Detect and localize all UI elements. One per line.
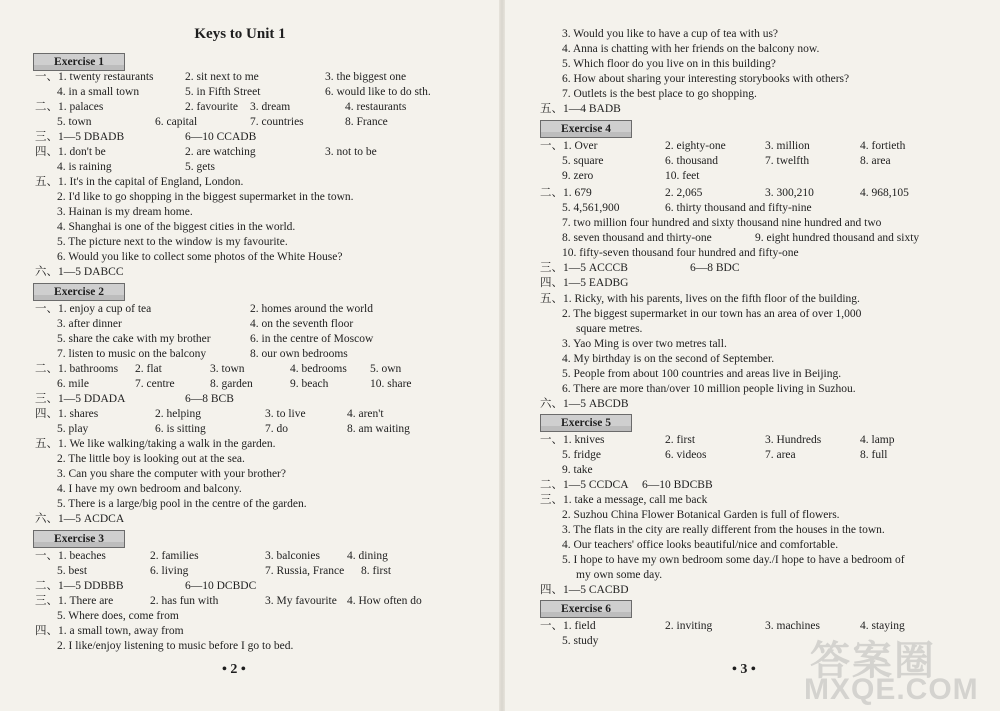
answer-text: 8. our own bedrooms <box>250 348 348 360</box>
answer-text: 5. Which floor do you live on in this building? <box>562 58 776 70</box>
answer-text: 一、1. twenty restaurants <box>35 71 154 83</box>
answer-text: 5. Where does, come from <box>57 610 179 622</box>
exercise-heading: Exercise 4 <box>540 120 632 138</box>
answer-text: 8. garden <box>210 378 253 390</box>
answer-text: 5. in Fifth Street <box>185 86 261 98</box>
answer-text: 2. 2,065 <box>665 187 703 199</box>
answer-text: 六、1—5 ACDCA <box>35 513 125 525</box>
watermark-logo <box>804 629 994 707</box>
answer-text: 6. is sitting <box>155 423 206 435</box>
answer-text: 3. Hainan is my dream home. <box>57 206 193 218</box>
answer-text: 4. on the seventh floor <box>250 318 354 330</box>
answer-text: 7. listen to music on the balcony <box>57 348 207 360</box>
answer-text: 5. share the cake with my brother <box>57 333 211 345</box>
answer-text: 5. study <box>562 635 599 647</box>
answer-text: 7. twelfth <box>765 155 810 167</box>
answer-text: 2. I like/enjoy listening to music before I go to bed. <box>57 640 294 652</box>
answer-text: 4. I have my own bedroom and balcony. <box>57 483 242 495</box>
answer-text: 8. am waiting <box>347 423 410 435</box>
answer-text: 9. beach <box>290 378 329 390</box>
answer-text: 二、1. bathrooms <box>35 363 119 375</box>
answer-text: 3. Hundreds <box>765 434 822 446</box>
answer-text: 4. How often do <box>347 595 422 607</box>
answer-text: 5. People from about 100 countries and areas live in Beijing. <box>562 368 842 380</box>
answer-text: 7. Outlets is the best place to go shopping. <box>562 88 757 100</box>
answer-text: 2. families <box>150 550 199 562</box>
answer-text: 3. dream <box>250 101 291 113</box>
answer-text: 二、1—5 CCDCA <box>540 479 629 491</box>
answer-text: 2. favourite <box>185 101 239 113</box>
answer-text: 2. sit next to me <box>185 71 259 83</box>
answer-text: 3. town <box>210 363 245 375</box>
watermark-text-en: MXQE.COM <box>804 673 979 706</box>
answer-text: 2. first <box>665 434 696 446</box>
answer-text: 9. take <box>562 464 593 476</box>
answer-text: 3. after dinner <box>57 318 122 330</box>
answer-text: 2. The little boy is looking out at the sea. <box>57 453 245 465</box>
answer-text: 10. share <box>370 378 412 390</box>
answer-text: 三、1—5 DDADA <box>35 393 126 405</box>
answer-text: 5. 4,561,900 <box>562 202 620 214</box>
answer-text: 6. mile <box>57 378 89 390</box>
answer-text: 4. restaurants <box>345 101 407 113</box>
page-number-left: • 2 • <box>222 662 246 677</box>
answer-text: 4. Anna is chatting with her friends on the balcony now. <box>562 43 820 55</box>
answer-text: 三、1—5 ACCCB <box>540 262 628 274</box>
answer-text: 5. fridge <box>562 449 601 461</box>
answer-text: 6. videos <box>665 449 707 461</box>
answer-text: 2. Suzhou China Flower Botanical Garden is full of flowers. <box>562 509 840 521</box>
answer-text: 2. inviting <box>665 620 713 632</box>
answer-text: 四、1. shares <box>35 408 99 420</box>
answer-text: 3. The flats in the city are really different from the houses in the town. <box>562 524 885 536</box>
answer-text: 三、1. take a message, call me back <box>540 494 708 506</box>
answer-text: 3. balconies <box>265 550 320 562</box>
answer-text: 三、1. There are <box>35 595 114 607</box>
answer-text: 2. are watching <box>185 146 256 158</box>
exercise-heading: Exercise 1 <box>33 53 125 71</box>
exercise-heading: Exercise 2 <box>33 283 125 301</box>
answer-text: 2. eighty-one <box>665 140 726 152</box>
answer-text: 8. France <box>345 116 388 128</box>
answer-text: 3. 300,210 <box>765 187 814 199</box>
watermark-text-zh: 答案圈 <box>810 638 936 683</box>
answer-text: 9. zero <box>562 170 594 182</box>
answer-text: 四、1. don't be <box>35 146 106 158</box>
answer-text: 3. not to be <box>325 146 377 158</box>
answer-text: 2. I'd like to go shopping in the biggest supermarket in the town. <box>57 191 354 203</box>
answer-text: 3. to live <box>265 408 306 420</box>
answer-text: 5. gets <box>185 161 216 173</box>
answer-text: 3. million <box>765 140 810 152</box>
answer-text: 一、1. beaches <box>35 550 106 562</box>
answer-text: 6. would like to do sth. <box>325 86 431 98</box>
answer-text: 3. Yao Ming is over two metres tall. <box>562 338 727 350</box>
answer-text: 8. first <box>361 565 392 577</box>
answer-text: 7. two million four hundred and sixty thousand nine hundred and two <box>562 217 882 229</box>
answer-text: 7. centre <box>135 378 175 390</box>
answer-text: 二、1. palaces <box>35 101 104 113</box>
answer-text: 2. homes around the world <box>250 303 373 315</box>
answer-text: 6—8 BCB <box>185 393 234 405</box>
answer-text: 一、1. knives <box>540 434 605 446</box>
answer-text: 6—10 CCADB <box>185 131 257 143</box>
answer-text: 2. helping <box>155 408 201 420</box>
answer-text: 7. area <box>765 449 796 461</box>
answer-text: 5. There is a large/big pool in the centre of the garden. <box>57 498 307 510</box>
answer-text: 9. eight hundred thousand and sixty <box>755 232 920 244</box>
answer-text: 4. dining <box>347 550 388 562</box>
answer-text: 四、1. a small town, away from <box>35 625 184 637</box>
answer-text: 8. area <box>860 155 891 167</box>
answer-text: 4. Our teachers' office looks beautiful/nice and comfortable. <box>562 539 839 551</box>
answer-text: 5. own <box>370 363 402 375</box>
answer-text: 8. full <box>860 449 888 461</box>
answer-text: 6. How about sharing your interesting storybooks with others? <box>562 73 850 85</box>
answer-text: 一、1. field <box>540 620 596 632</box>
answer-text: 2. The biggest supermarket in our town has an area of over 1,000 <box>562 308 862 320</box>
answer-text: 六、1—5 DABCC <box>35 266 124 278</box>
answer-text: 3. Can you share the computer with your brother? <box>57 468 286 480</box>
answer-text: 2. flat <box>135 363 162 375</box>
answer-text: 6. Would you like to collect some photos of the White House? <box>57 251 343 263</box>
exercise-heading: Exercise 5 <box>540 414 632 432</box>
answer-text: 8. seven thousand and thirty-one <box>562 232 712 244</box>
answer-text: 4. staying <box>860 620 905 632</box>
answer-text: 10. fifty-seven thousand four hundred and fifty-one <box>562 247 799 259</box>
answer-text: 三、1—5 DBADB <box>35 131 125 143</box>
answer-text: 6. thousand <box>665 155 719 167</box>
answer-text: 二、1. 679 <box>540 187 592 199</box>
answer-text: 4. is raining <box>57 161 112 173</box>
answer-text: 6. capital <box>155 116 198 128</box>
answer-text: 6—10 BDCBB <box>642 479 713 491</box>
answer-text: 5. I hope to have my own bedroom some day./I hope to have a bedroom of <box>562 554 905 566</box>
answer-text: 6—10 DCBDC <box>185 580 257 592</box>
answer-text: 五、1. Ricky, with his parents, lives on the fifth floor of the building. <box>540 293 860 305</box>
answer-text: 3. machines <box>765 620 820 632</box>
right-page <box>505 0 1000 711</box>
answer-text: 四、1—5 EADBG <box>540 277 629 289</box>
answer-text: 3. Would you like to have a cup of tea with us? <box>562 28 779 40</box>
answer-text: 五、1. It's in the capital of England, London. <box>35 176 244 188</box>
exercise-heading: Exercise 6 <box>540 600 632 618</box>
answer-text: 5. town <box>57 116 92 128</box>
answer-text: 五、1. We like walking/taking a walk in the garden. <box>35 438 276 450</box>
answer-text: 一、1. Over <box>540 140 598 152</box>
answer-text: 4. bedrooms <box>290 363 347 375</box>
answer-text: 4. aren't <box>347 408 384 420</box>
answer-text: 2. has fun with <box>150 595 219 607</box>
answer-text: 7. Russia, France <box>265 565 345 577</box>
answer-text: 5. square <box>562 155 604 167</box>
answer-text: square metres. <box>576 323 643 335</box>
answer-text: 六、1—5 ABCDB <box>540 398 629 410</box>
answer-text: 7. do <box>265 423 288 435</box>
answer-text: 4. Shanghai is one of the biggest cities in the world. <box>57 221 296 233</box>
answer-text: 6—8 BDC <box>690 262 740 274</box>
exercise-heading: Exercise 3 <box>33 530 125 548</box>
answer-text: 5. best <box>57 565 88 577</box>
answer-text: 五、1—4 BADB <box>540 103 621 115</box>
answer-text: 7. countries <box>250 116 304 128</box>
page-number-right: • 3 • <box>732 662 756 677</box>
answer-text: 4. lamp <box>860 434 895 446</box>
answer-text: 4. My birthday is on the second of September. <box>562 353 775 365</box>
answer-text: 6. in the centre of Moscow <box>250 333 374 345</box>
answer-text: 4. in a small town <box>57 86 140 98</box>
answer-text: 4. 968,105 <box>860 187 909 199</box>
answer-text: my own some day. <box>576 569 663 581</box>
answer-text: 四、1—5 CACBD <box>540 584 629 596</box>
answer-text: 6. There are more than/over 10 million people living in Suzhou. <box>562 383 856 395</box>
answer-text: 6. thirty thousand and fifty-nine <box>665 202 812 214</box>
page-title: Keys to Unit 1 <box>194 26 286 42</box>
answer-text: 二、1—5 DDBBB <box>35 580 124 592</box>
answer-text: 6. living <box>150 565 189 577</box>
answer-text: 4. fortieth <box>860 140 906 152</box>
answer-text: 一、1. enjoy a cup of tea <box>35 303 152 315</box>
answer-text: 5. The picture next to the window is my favourite. <box>57 236 288 248</box>
answer-text: 3. My favourite <box>265 595 337 607</box>
answer-text: 5. play <box>57 423 89 435</box>
answer-text: 10. feet <box>665 170 700 182</box>
answer-text: 3. the biggest one <box>325 71 407 83</box>
